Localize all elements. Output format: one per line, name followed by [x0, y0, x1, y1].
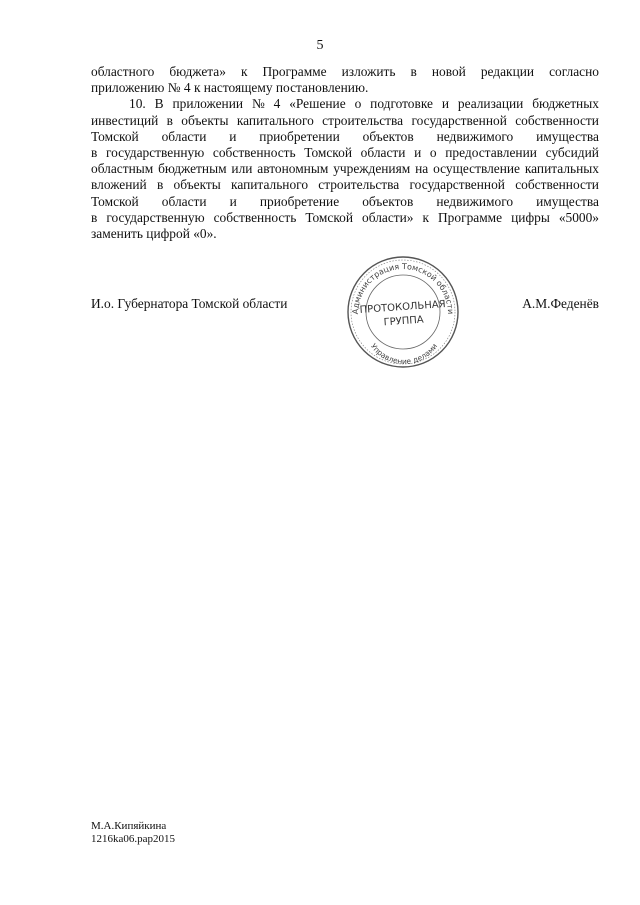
word: «5000» [558, 209, 599, 225]
word: В [154, 96, 164, 112]
word: собственность [212, 144, 296, 160]
word: предоставлении [445, 144, 537, 160]
official-stamp [338, 254, 468, 368]
document-footer [91, 820, 175, 845]
word: собственности [515, 112, 599, 128]
word: Программе [438, 209, 503, 225]
stamp-center-line-2: ГРУППА [383, 314, 425, 329]
paragraph-2-line-7 [91, 194, 599, 210]
word: недвижимого [436, 128, 514, 144]
word: в [410, 64, 417, 79]
word: объекты [181, 112, 229, 128]
paragraph-1-line-2: приложению № 4 к настоящему постановлению. [91, 80, 369, 96]
word: согласно [549, 64, 599, 79]
word: приобретении [259, 128, 340, 144]
word: приложении [172, 96, 244, 112]
word: или [231, 161, 253, 177]
word: государственной [411, 112, 507, 128]
word: изложить [341, 64, 396, 79]
word: государственную [105, 144, 205, 160]
word: области [360, 144, 406, 160]
word: 10. [129, 96, 146, 112]
paragraph-1-line-1 [91, 64, 599, 80]
word: имущества [536, 193, 599, 209]
stamp-outer-text: Администрация Томской области [350, 261, 456, 315]
word: автономным [257, 161, 329, 177]
paragraph-2-line-9: заменить цифрой «0». [91, 225, 217, 241]
word: государственную [106, 209, 205, 225]
paragraph-2-line-8 [91, 210, 599, 226]
word: области [161, 193, 207, 209]
word: реализации [457, 96, 524, 112]
word: цифры [511, 209, 550, 225]
word: бюджетных [532, 96, 599, 112]
word: редакции [480, 64, 535, 79]
footer-author: М.А.Кипяйкина [91, 820, 167, 832]
word: объекты [173, 177, 221, 193]
word: недвижимого [436, 193, 514, 209]
word: Томской [304, 144, 352, 160]
word: о [354, 96, 362, 112]
word: субсидий [545, 144, 599, 160]
paragraph-2-line-5 [91, 161, 599, 177]
word: 4 [273, 96, 281, 112]
word: к [240, 64, 248, 79]
word: областного [91, 64, 155, 79]
signatory-title: И.о. Губернатора Томской области [91, 296, 288, 311]
word: областным [91, 161, 154, 177]
word: новой [431, 64, 466, 79]
word: имущества [536, 128, 599, 144]
word: Томской [91, 128, 139, 144]
word: бюджетным [158, 161, 227, 177]
word: приобретение [259, 193, 340, 209]
word: «Решение [289, 96, 346, 112]
word: объектов [362, 193, 414, 209]
word: подготовке [370, 96, 433, 112]
word: в [166, 112, 173, 128]
paragraph-2-line-1 [91, 96, 599, 112]
stamp-bottom-text: Управление делами [368, 341, 440, 367]
paragraph-2-line-6 [91, 177, 599, 193]
word: собственности [515, 177, 599, 193]
word: к [422, 209, 430, 225]
footer-doc-code: 1216ka06.pap2015 [91, 832, 176, 845]
word: учреждениям [333, 161, 411, 177]
word: Программе [262, 64, 327, 79]
word: и [229, 128, 237, 144]
document-body [91, 64, 599, 242]
word: государственной [409, 177, 505, 193]
paragraph-2-line-4 [91, 145, 599, 161]
word: строительства [322, 112, 404, 128]
paragraph-2-line-2 [91, 113, 599, 129]
word: капитального [231, 177, 309, 193]
word: области [161, 128, 207, 144]
word: осуществление [433, 161, 520, 177]
word: в [156, 177, 164, 193]
word: № [251, 96, 265, 112]
page-number: 5 [316, 38, 324, 53]
word: капитального [236, 112, 314, 128]
word: собственность [213, 209, 297, 225]
word: в [91, 144, 98, 160]
stamp-center-line-1: ПРОТОКОЛЬНАЯ [359, 299, 446, 316]
word: бюджета» [169, 64, 226, 79]
word: капитальных [524, 161, 599, 177]
word: вложений [91, 177, 147, 193]
word: строительства [318, 177, 400, 193]
word: о [429, 144, 437, 160]
word: области» [362, 209, 414, 225]
signatory-name: А.М.Феденёв [522, 296, 599, 311]
word: объектов [362, 128, 414, 144]
word: и [441, 96, 449, 112]
word: Томской [91, 193, 139, 209]
word: Томской [305, 209, 354, 225]
word: в [91, 209, 98, 225]
word: инвестиций [91, 112, 159, 128]
paragraph-2-line-3 [91, 129, 599, 145]
word: и [229, 193, 237, 209]
word: и [414, 144, 422, 160]
word: на [415, 161, 429, 177]
